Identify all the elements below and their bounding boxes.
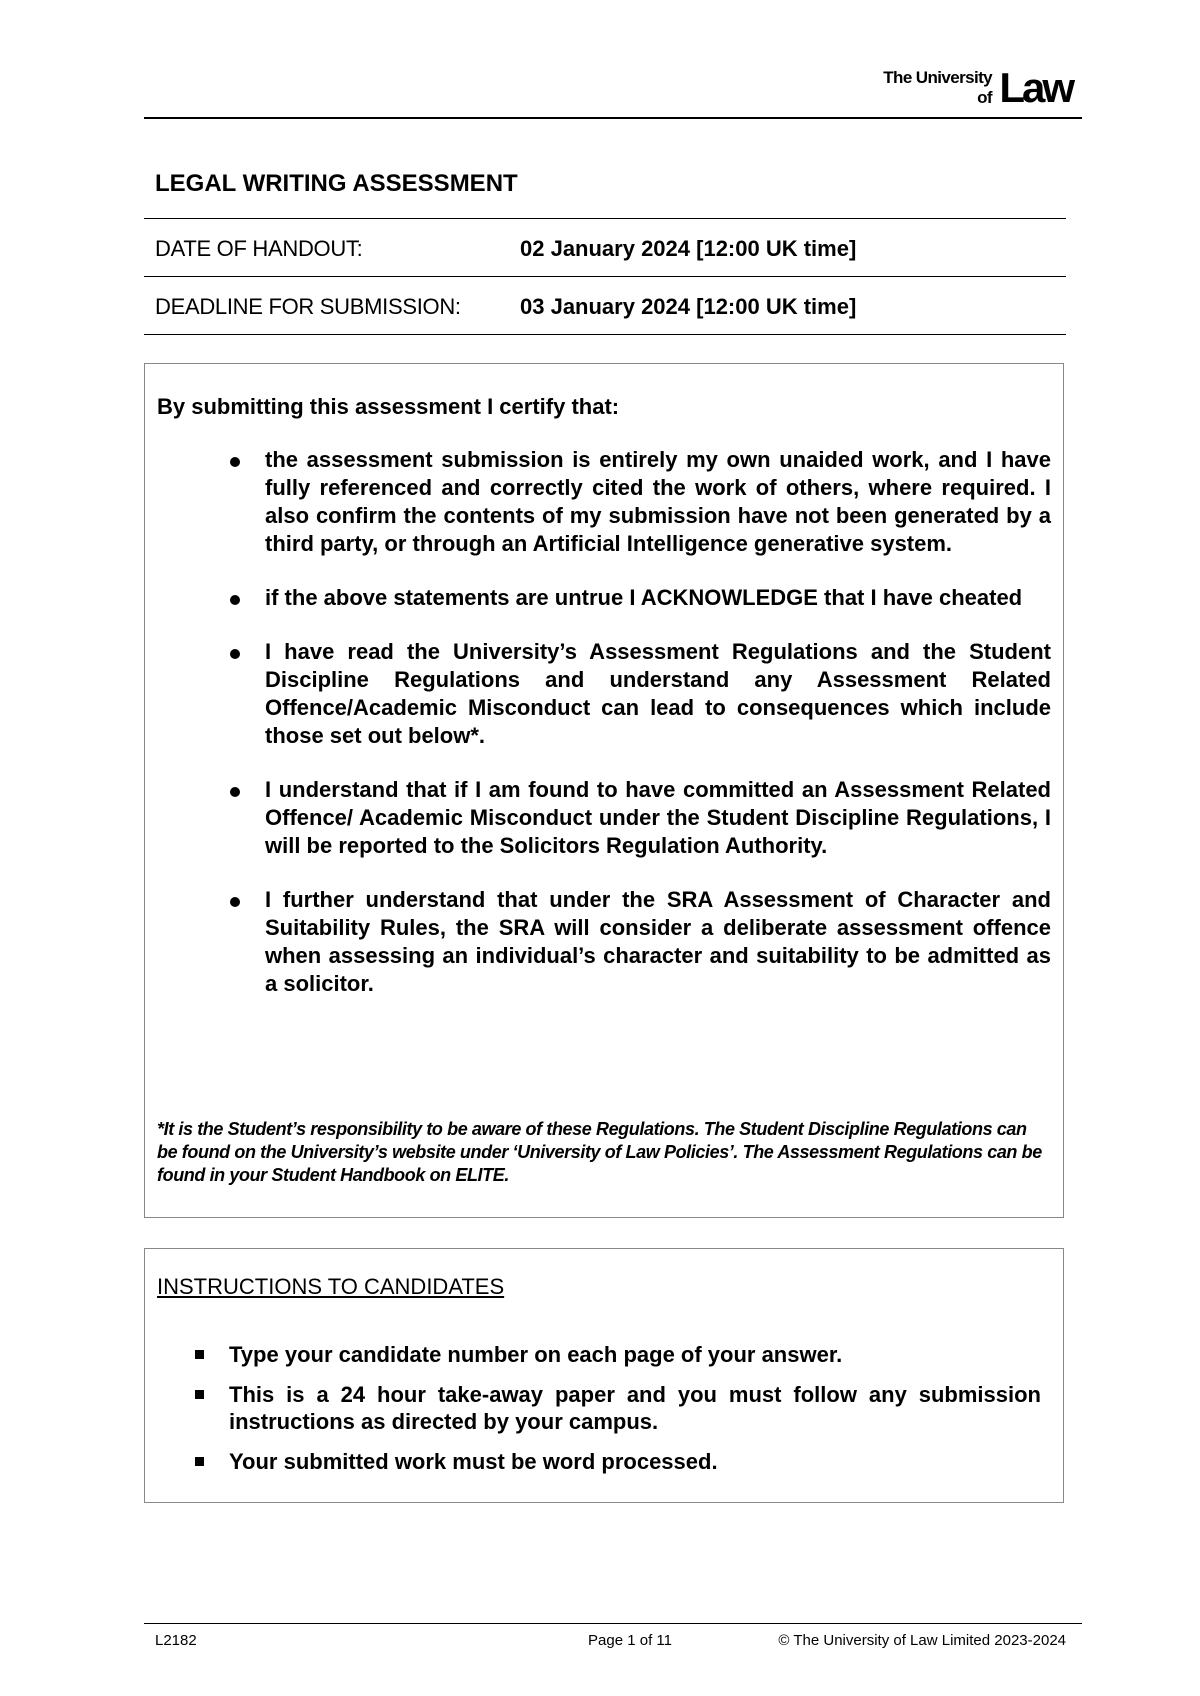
- footer-copyright: © The University of Law Limited 2023-2024: [778, 1632, 1066, 1649]
- list-item: [145, 1381, 1063, 1435]
- regulations-note: *It is the Student’s responsibility to be aware of these Regulations. The Student Discipline Regulations can be found on the University’s website under ‘University of Law Policies’. The Assessment Regulations can be found in your Student Handbook on ELITE.: [157, 1119, 1042, 1185]
- logo-text-line2: of: [977, 88, 992, 107]
- deadline-label: DEADLINE FOR SUBMISSION:: [155, 294, 461, 319]
- certification-statement: the assessment submission is entirely my own unaided work, and I have fully referenced and correctly cited the work of others, where required. I also confirm the contents of my submission have not been generated by a third party, or through an Artificial Intelligence generative system.: [265, 447, 1051, 556]
- list-item: [145, 1448, 1063, 1475]
- list-item: [145, 886, 1063, 998]
- bullet-icon: [230, 897, 240, 907]
- footer-code: L2182: [155, 1632, 197, 1649]
- page-title: LEGAL WRITING ASSESSMENT: [155, 170, 518, 197]
- list-item: [145, 638, 1063, 750]
- certification-statement: I have read the University’s Assessment Regulations and the Student Discipline Regulations and understand any Assessment Related Offence/Academic Misconduct can lead to consequences which include those set out below*.: [265, 639, 1051, 748]
- logo-text-law: Law: [999, 64, 1072, 111]
- header-divider: [144, 117, 1082, 119]
- certification-statement: if the above statements are untrue I ACKNOWLEDGE that I have cheated: [265, 585, 1023, 610]
- details-divider: [144, 276, 1066, 277]
- footer-divider: [144, 1623, 1082, 1624]
- bullet-icon: [230, 595, 240, 605]
- certification-list: [145, 446, 1063, 1024]
- instruction-text: Your submitted work must be word processed.: [229, 1449, 718, 1474]
- list-item: [145, 584, 1063, 612]
- bullet-icon: [230, 649, 240, 659]
- square-bullet-icon: [195, 1390, 204, 1399]
- logo-text-line1: The University: [883, 68, 992, 87]
- list-item: [145, 1341, 1063, 1368]
- instructions-box: [144, 1248, 1064, 1503]
- deadline-date: 03 January 2024 [12:00 UK time]: [520, 294, 857, 319]
- instruction-text: Type your candidate number on each page of your answer.: [229, 1342, 843, 1367]
- certification-statement: I understand that if I am found to have committed an Assessment Related Offence/ Academic Misconduct under the Student Discipline Regulations, I will be reported to the Solicitors Regulation Authority.: [265, 777, 1051, 858]
- list-item: [145, 776, 1063, 860]
- certification-intro: By submitting this assessment I certify that:: [157, 394, 620, 419]
- list-item: [145, 446, 1063, 558]
- square-bullet-icon: [195, 1457, 204, 1466]
- page-number: Page 1 of 11: [588, 1632, 672, 1649]
- handout-date: 02 January 2024 [12:00 UK time]: [520, 236, 857, 261]
- bullet-icon: [230, 457, 240, 467]
- certification-statement: I further understand that under the SRA Assessment of Character and Suitability Rules, the SRA will consider a deliberate assessment offence when assessing an individual’s character and suitability to be admitted as a solicitor.: [265, 887, 1051, 996]
- title-divider: [144, 218, 1066, 219]
- instructions-heading: INSTRUCTIONS TO CANDIDATES: [157, 1274, 505, 1299]
- instructions-list: [145, 1341, 1063, 1488]
- square-bullet-icon: [195, 1350, 204, 1359]
- bullet-icon: [230, 787, 240, 797]
- handout-label: DATE OF HANDOUT:: [155, 236, 363, 261]
- instruction-text: This is a 24 hour take-away paper and you must follow any submission instructions as directed by your campus.: [229, 1382, 1041, 1434]
- certification-box: [144, 363, 1064, 1218]
- details-bottom-divider: [144, 334, 1066, 335]
- university-logo: [858, 66, 1072, 110]
